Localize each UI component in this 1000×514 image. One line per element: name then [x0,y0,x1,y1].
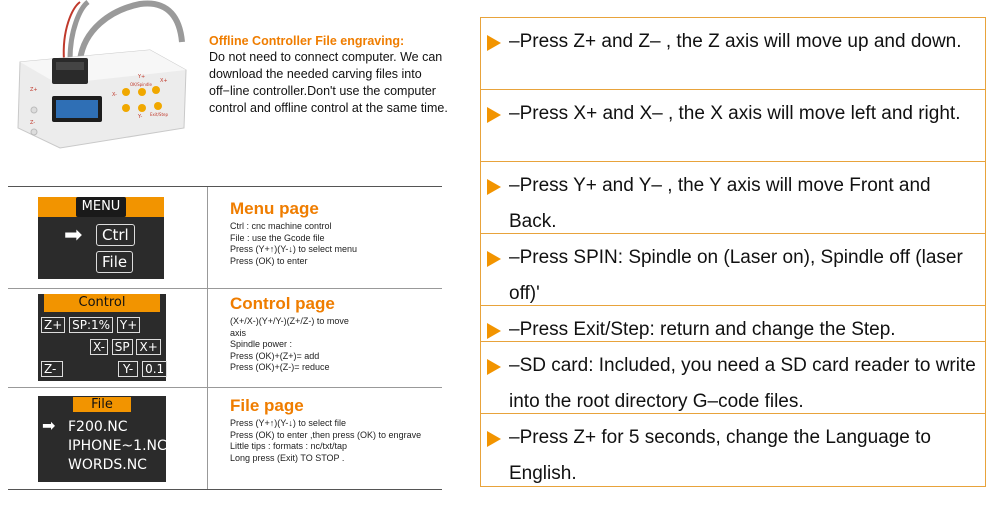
control-screen-header [44,294,160,312]
orange-arrow-icon [487,179,501,195]
orange-arrow-icon [487,323,501,339]
controller-photo [0,0,200,158]
instruction-item [481,162,985,234]
control-page-lines [230,316,442,374]
file-list-item: WORDS.NC [68,457,147,473]
file-screen [38,396,166,482]
control-key: 0.1 [142,361,167,377]
menu-page-lines [230,221,442,267]
menu-page-line: File : use the Gcode file [230,232,325,243]
orange-arrow-icon [487,431,501,447]
photo-label-exit-step: Exit/Step [150,112,169,117]
control-page-line: Press (OK)+(Z+)= add [230,350,320,361]
orange-arrow-icon [487,251,501,267]
control-key: SP [112,339,133,355]
control-screen-title: Control [78,295,126,310]
instruction-item [481,90,985,162]
photo-label-yplus: Y+ [138,74,146,80]
control-key: Y- [118,361,138,377]
instruction-item [481,414,985,486]
control-key: Y+ [117,317,140,333]
menu-screen-item-file: File [96,251,133,273]
caption-body: Do not need to connect computer. We can download the needed carving files into off−line controller.Don't use the computer control and offline control at the same time. [209,50,448,115]
orange-arrow-icon [487,35,501,51]
controller-illustration [0,0,200,158]
menu-page-row [8,187,442,289]
control-key: Z- [41,361,63,377]
file-page-line: Press (Y+↑)(Y-↓) to select file [230,418,346,428]
photo-label-ok-spindle: OK/Spindle [130,82,152,87]
menu-page-line: Ctrl : cnc machine control [230,221,332,231]
control-key: X- [90,339,108,355]
control-screen-row1 [41,318,140,332]
file-page-line: Little tips : formats : nc/txt/tap [230,441,348,451]
control-key: X+ [136,339,160,355]
instruction-text: –Press Z+ for 5 seconds, change the Language to English. [509,427,931,484]
menu-screen-title: MENU [76,197,127,217]
control-key: SP:1% [69,317,113,333]
control-page-line: (X+/X-)(Y+/Y-)(Z+/Z-) to move [230,316,349,326]
controller-pages-table [8,186,442,490]
instruction-item [481,342,985,414]
instruction-text: –Press X+ and X– , the X axis will move left and right. [509,103,961,124]
menu-screen [38,197,164,279]
file-page-description [230,396,442,464]
photo-label-xminus: X- [112,92,117,98]
control-screen-row3-right [118,362,167,376]
control-page-title: Control page [230,294,335,313]
instruction-text: –Press Z+ and Z– , the Z axis will move up and down. [509,31,962,52]
photo-label-yminus: Y- [138,114,143,120]
offline-controller-caption [209,33,449,117]
orange-arrow-icon [487,107,501,123]
control-page-line: Press (OK)+(Z-)= reduce [230,362,330,372]
menu-screen-header [38,197,164,217]
instruction-list [480,17,986,487]
instruction-text: –Press Exit/Step: return and change the Step. [509,319,896,340]
file-page-line: Long press (Exit) TO STOP . [230,452,345,463]
control-page-description [230,294,442,374]
instruction-item [481,234,985,306]
control-screen-row2 [90,340,161,354]
photo-label-zminus: Z- [30,120,36,126]
instruction-item [481,306,985,342]
instruction-text: –Press Y+ and Y– , the Y axis will move Front and Back. [509,175,931,232]
instruction-text: –SD card: Included, you need a SD card reader to write into the root directory G–code files. [509,355,976,412]
control-screen-row3 [41,362,63,376]
menu-screen-item-ctrl: Ctrl [96,224,135,246]
file-page-title: File page [230,396,304,415]
menu-page-description [230,199,442,267]
menu-page-title: Menu page [230,199,319,218]
file-list-item: F200.NC [68,419,128,435]
instruction-text: –Press SPIN: Spindle on (Laser on), Spindle off (laser off)' [509,247,963,304]
photo-label-zplus: Z+ [30,87,38,93]
orange-arrow-icon [487,359,501,375]
control-screen [38,294,166,381]
file-page-line: Press (OK) to enter ,then press (OK) to engrave [230,429,422,440]
file-list-item: IPHONE~1.NC [68,438,167,454]
right-arrow-icon: ➡ [64,223,83,248]
control-page-line: Spindle power : [230,339,293,349]
control-page-line: axis [230,327,247,338]
caption-title: Offline Controller File engraving: [209,34,405,48]
right-arrow-icon: ➡ [42,416,56,435]
control-page-row [8,289,442,388]
photo-label-xplus: X+ [160,78,168,84]
file-page-row [8,388,442,489]
menu-page-line: Press (OK) to enter [230,255,308,266]
file-screen-title: File [73,397,131,412]
instruction-item [481,18,985,90]
menu-page-line: Press (Y+↑)(Y-↓) to select menu [230,244,357,254]
control-key: Z+ [41,317,65,333]
file-page-lines [230,418,442,464]
file-screen-header [38,396,166,414]
